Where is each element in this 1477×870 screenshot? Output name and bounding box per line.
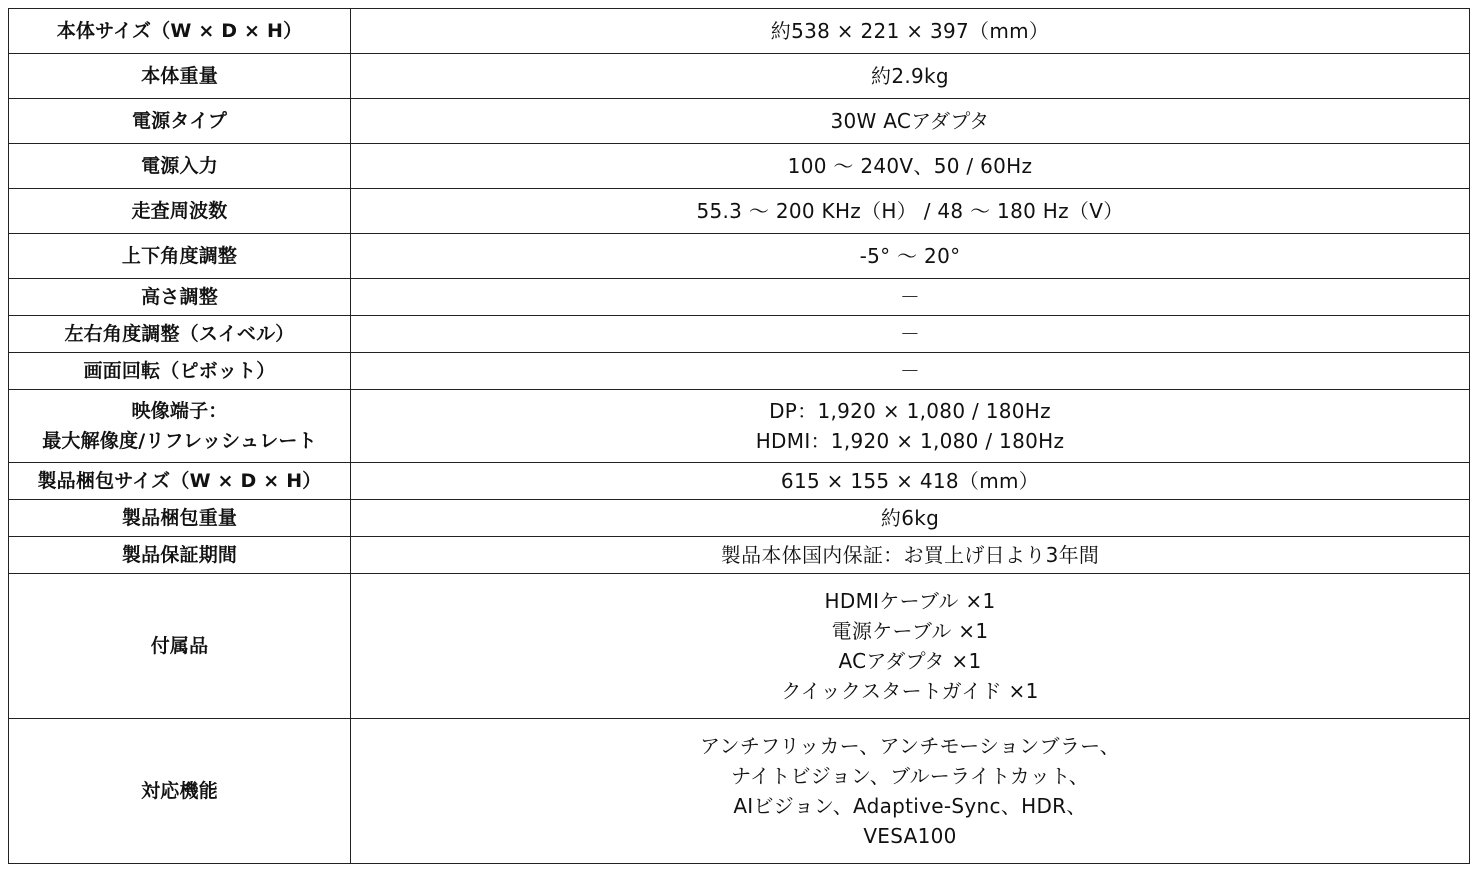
table-row-body-size [9, 9, 1470, 54]
row-label [9, 9, 351, 54]
row-value [351, 719, 1470, 864]
label-text: 付属品 [150, 635, 209, 657]
table-row-package-size [9, 463, 1470, 500]
row-value [351, 99, 1470, 144]
label-text: 製品梱包サイズ（W × D × H） [37, 470, 322, 492]
row-label [9, 463, 351, 500]
label-text: 製品梱包重量 [121, 507, 238, 529]
value-text: HDMI：1,920 × 1,080 / 180Hz [755, 429, 1065, 453]
value-text: クイックスタートガイド ×1 [781, 679, 1039, 703]
row-label [9, 144, 351, 189]
row-label [9, 316, 351, 353]
label-text: 画面回転（ピボット） [83, 360, 276, 382]
label-text: 製品保証期間 [121, 544, 238, 566]
table-row-video-ports [9, 390, 1470, 463]
value-text: 電源ケーブル ×1 [831, 619, 989, 643]
value-text: AIビジョン、Adaptive-Sync、HDR、 [733, 794, 1087, 818]
row-label [9, 54, 351, 99]
label-text: 上下角度調整 [121, 245, 238, 267]
row-label [9, 189, 351, 234]
row-label [9, 353, 351, 390]
row-label [9, 279, 351, 316]
table-row-swivel [9, 316, 1470, 353]
table-row-warranty [9, 537, 1470, 574]
row-value [351, 279, 1470, 316]
value-text: DP：1,920 × 1,080 / 180Hz [769, 399, 1051, 423]
value-text: VESA100 [863, 824, 957, 848]
value-text: ACアダプタ ×1 [838, 649, 982, 673]
row-value [351, 234, 1470, 279]
table-row-pivot [9, 353, 1470, 390]
value-text: HDMIケーブル ×1 [824, 589, 996, 613]
label-text: 本体重量 [141, 65, 218, 87]
row-value [351, 390, 1470, 463]
value-text: 約2.9kg [871, 64, 949, 88]
row-label [9, 574, 351, 719]
value-text: 100 ～ 240V、50 / 60Hz [787, 154, 1033, 178]
table-row-accessories [9, 574, 1470, 719]
table-row-scan-frequency [9, 189, 1470, 234]
row-value [351, 54, 1470, 99]
row-value [351, 189, 1470, 234]
row-value [351, 353, 1470, 390]
table-row-tilt [9, 234, 1470, 279]
label-text: 左右角度調整（スイベル） [64, 323, 295, 345]
row-label [9, 719, 351, 864]
row-label [9, 234, 351, 279]
value-text: － [899, 322, 921, 346]
label-text: 高さ調整 [141, 286, 218, 308]
table-row-height-adjust [9, 279, 1470, 316]
table-row-power-input [9, 144, 1470, 189]
label-text: 走査周波数 [131, 200, 228, 222]
label-text: 電源入力 [141, 155, 218, 177]
row-value [351, 574, 1470, 719]
row-label [9, 99, 351, 144]
label-text: 映像端子： [131, 400, 228, 422]
label-text: 電源タイプ [131, 110, 228, 132]
row-label [9, 390, 351, 463]
value-text: 615 × 155 × 418（mm） [780, 469, 1040, 493]
value-text: － [899, 359, 921, 383]
label-text: 対応機能 [141, 780, 218, 802]
row-label [9, 500, 351, 537]
value-text: 55.3 ～ 200 KHz（H） / 48 ～ 180 Hz（V） [696, 199, 1124, 223]
table-row-body-weight [9, 54, 1470, 99]
row-value [351, 463, 1470, 500]
row-value [351, 316, 1470, 353]
table-row-power-type [9, 99, 1470, 144]
row-value [351, 537, 1470, 574]
label-text: 最大解像度/リフレッシュレート [42, 430, 317, 452]
value-text: 約538 × 221 × 397（mm） [770, 19, 1050, 43]
value-text: アンチフリッカー、アンチモーションブラー、 [700, 734, 1120, 758]
label-text: 本体サイズ（W × D × H） [56, 20, 303, 42]
value-text: ナイトビジョン、ブルーライトカット、 [731, 764, 1089, 788]
spec-table [8, 8, 1470, 864]
row-label [9, 537, 351, 574]
value-text: 約6kg [880, 506, 940, 530]
value-text: － [899, 285, 921, 309]
row-value [351, 500, 1470, 537]
value-text: 30W ACアダプタ [830, 109, 990, 133]
value-text: 製品本体国内保証：お買上げ日より3年間 [720, 543, 1100, 567]
row-value [351, 144, 1470, 189]
row-value [351, 9, 1470, 54]
table-row-package-weight [9, 500, 1470, 537]
table-row-features [9, 719, 1470, 864]
value-text: -5° ～ 20° [859, 244, 961, 268]
